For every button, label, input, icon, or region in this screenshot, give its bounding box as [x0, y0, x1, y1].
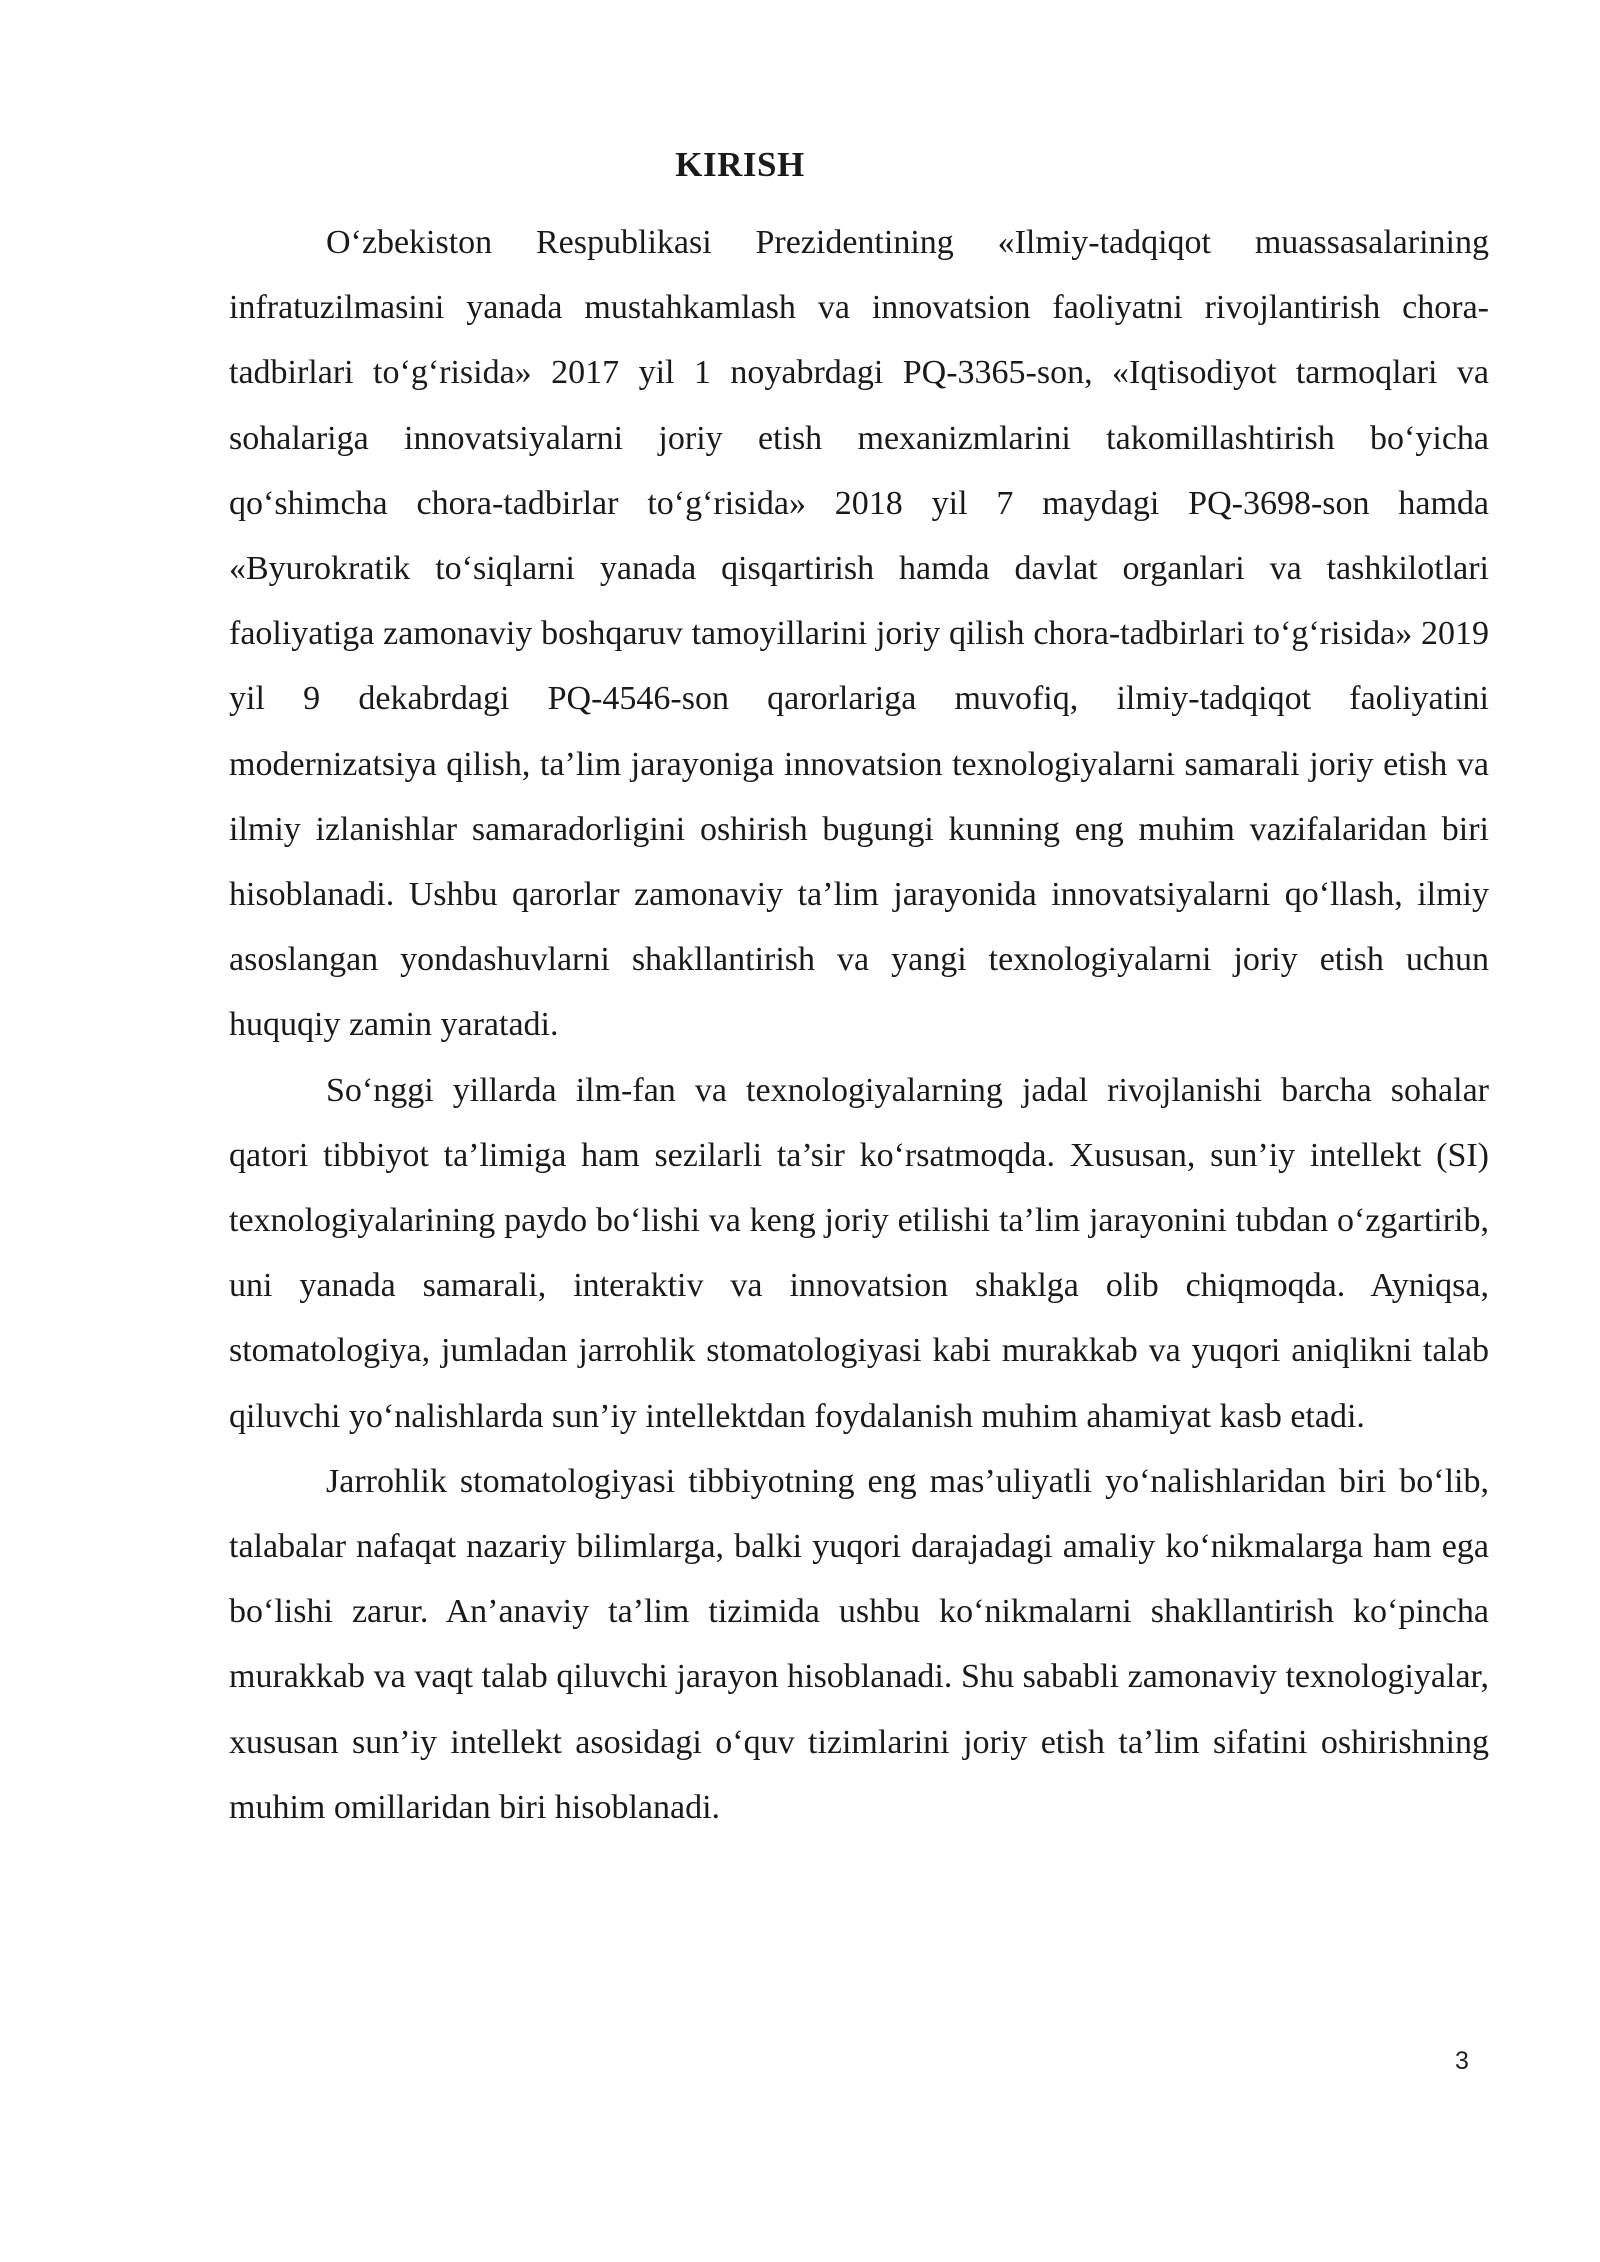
intro-paragraph-presidential-decrees: O‘zbekiston Respublikasi Prezidentining «Ilmiy-tadqiqot muassasalarining infratuzilmasini yanada mustahkamlash va innovatsion faoliyatni rivojlantirish chora-tadbirlari to‘g‘risida» 2017 yil 1 noyabrdagi PQ-3365-son, «Iqtisodiyot tarmoqlari va sohalariga innovatsiyalarni joriy etish mexanizmlarini takomillashtirish bo‘yicha qo‘shimcha chora-tadbirlar to‘g‘risida» 2018 yil 7 maydagi PQ-3698-son hamda «Byurokratik to‘siqlarni yanada qisqartirish hamda davlat organlari va tashkilotlari faoliyatiga zamonaviy boshqaruv tamoyillarini joriy qilish chora-tadbirlari to‘g‘risida» 2019 yil 9 dekabrdagi PQ-4546-son qarorlariga muvofiq, ilmiy-tadqiqot faoliyatini modernizatsiya qilish, ta’lim jarayoniga innovatsion texnologiyalarni samarali joriy etish va ilmiy izlanishlar samaradorligini oshirish bugungi kunning eng muhim vazifalaridan biri hisoblanadi. Ushbu qarorlar zamonaviy ta’lim jarayonida innovatsiyalarni qo‘llash, ilmiy asoslangan yondashuvlarni shakllantirish va yangi texnologiyalarni joriy etish uchun huquqiy zamin yaratadi.: [229, 224, 1489, 1044]
page-number: 3: [1455, 2047, 1469, 2075]
page-title: KIRISH: [675, 145, 805, 184]
document-body: [229, 210, 1489, 1840]
intro-paragraph-surgical-dentistry: Jarrohlik stomatologiyasi tibbiyotning eng mas’uliyatli yo‘nalishlaridan biri bo‘lib, talabalar nafaqat nazariy bilimlarga, balki yuqori darajadagi amaliy ko‘nikmalarga ham ega bo‘lishi zarur. An’anaviy ta’lim tizimida ushbu ko‘nikmalarni shakllantirish ko‘pincha murakkab va vaqt talab qiluvchi jarayon hisoblanadi. Shu sababli zamonaviy texnologiyalar, xususan sun’iy intellekt asosidagi o‘quv tizimlarini joriy etish ta’lim sifatini oshirishning muhim omillaridan biri hisoblanadi.: [229, 1462, 1489, 1826]
intro-paragraph-ai-in-medical-education: So‘nggi yillarda ilm-fan va texnologiyalarning jadal rivojlanishi barcha sohalar qatori tibbiyot ta’limiga ham sezilarli ta’sir ko‘rsatmoqda. Xususan, sun’iy intellekt (SI) texnologiyalarining paydo bo‘lishi va keng joriy etilishi ta’lim jarayonini tubdan o‘zgartirib, uni yanada samarali, interaktiv va innovatsion shaklga olib chiqmoqda. Ayniqsa, stomatologiya, jumladan jarrohlik stomatologiyasi kabi murakkab va yuqori aniqlikni talab qiluvchi yo‘nalishlarda sun’iy intellektdan foydalanish muhim ahamiyat kasb etadi.: [229, 1071, 1489, 1435]
